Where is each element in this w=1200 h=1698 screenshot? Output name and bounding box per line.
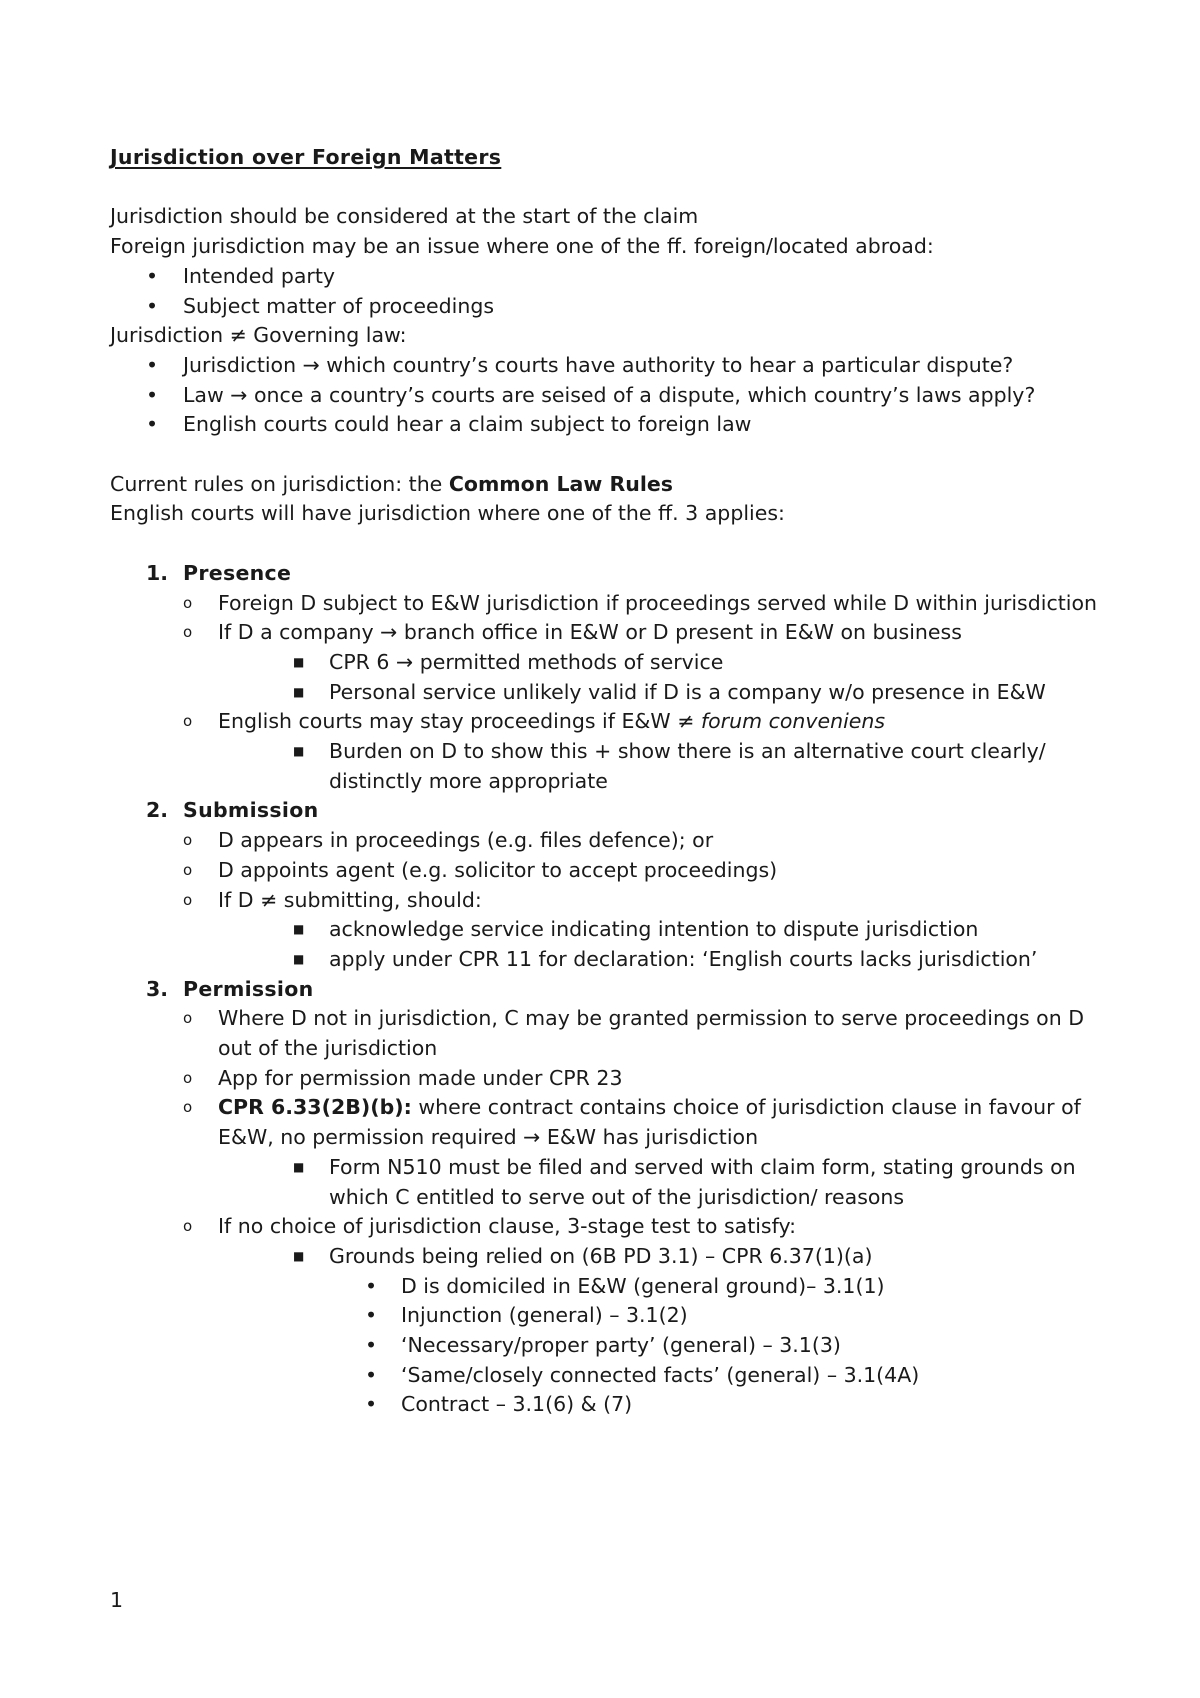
circle-bullet-icon: o — [183, 1009, 193, 1028]
circle-bullet-icon: o — [183, 712, 193, 731]
bullet-icon: • — [146, 293, 159, 318]
list-item: ■ Form N510 must be filed and served with claim form, stating grounds on which C entitled to serve out of the jurisdiction/ reasons — [293, 1154, 1076, 1209]
list-item: ■ acknowledge service indicating intention to dispute jurisdiction — [110, 915, 1110, 945]
bullet-icon: • — [365, 1273, 378, 1298]
list-item: o D appoints agent (e.g. solicitor to accept proceedings) — [110, 856, 1110, 886]
circle-bullet-icon: o — [183, 831, 193, 850]
list-item: ■ Burden on D to show this + show there is an alternative court clearly/ distinctly more appropriate — [293, 739, 1046, 793]
bullet-icon: • — [146, 382, 159, 407]
document-page — [110, 143, 1110, 1420]
list-item: • Jurisdiction → which country’s courts have authority to hear a particular dispute? — [110, 351, 1110, 381]
list-item: • Intended party — [110, 262, 1110, 292]
bullet-icon: • — [365, 1362, 378, 1387]
list-item: o D appears in proceedings (e.g. files defence); or — [110, 826, 1110, 856]
list-item: o If no choice of jurisdiction clause, 3-stage test to satisfy: — [110, 1212, 1110, 1242]
rules-line-1: Current rules on jurisdiction: the Common Law Rules — [110, 471, 673, 496]
list-item: • Subject matter of proceedings — [110, 292, 1110, 322]
square-bullet-icon: ■ — [293, 951, 305, 966]
list-item: ■ apply under CPR 11 for declaration: ‘English courts lacks jurisdiction’ — [110, 945, 1110, 975]
list-item: • ‘Same/closely connected facts’ (general) – 3.1(4A) — [110, 1361, 1110, 1391]
list-item: • Injunction (general) – 3.1(2) — [110, 1301, 1110, 1331]
circle-bullet-icon: o — [183, 860, 193, 879]
list-item: • Contract – 3.1(6) & (7) — [110, 1390, 1110, 1420]
section-heading: Submission — [183, 798, 319, 823]
bullet-icon: • — [146, 263, 159, 288]
section-heading: Presence — [183, 560, 292, 585]
list-item: ■ CPR 6 → permitted methods of service — [110, 648, 1110, 678]
intro-line-3: Jurisdiction ≠ Governing law: — [110, 323, 407, 348]
intro-line-1: Jurisdiction should be considered at the start of the claim — [110, 204, 699, 229]
list-item: o If D a company → branch office in E&W or D present in E&W on business — [110, 618, 1110, 648]
bullet-icon: • — [146, 352, 159, 377]
bullet-icon: • — [365, 1333, 378, 1358]
bullet-icon: • — [365, 1303, 378, 1328]
circle-bullet-icon: o — [183, 890, 193, 909]
square-bullet-icon: ■ — [293, 684, 305, 699]
list-item: ■ Personal service unlikely valid if D is a company w/o presence in E&W — [110, 678, 1110, 708]
square-bullet-icon: ■ — [293, 744, 305, 759]
square-bullet-icon: ■ — [293, 1159, 305, 1174]
section-permission: 3. Permission — [146, 976, 314, 1001]
circle-bullet-icon: o — [183, 1217, 193, 1236]
list-item: • English courts could hear a claim subject to foreign law — [110, 410, 1110, 440]
list-item: o Where D not in jurisdiction, C may be granted permission to serve proceedings on D out of the jurisdiction — [183, 1006, 1084, 1061]
list-item: o CPR 6.33(2B)(b): where contract contains choice of jurisdiction clause in favour of E&W, no permission required → E&W has jurisdiction — [183, 1095, 1081, 1150]
list-item: • ‘Necessary/proper party’ (general) – 3.1(3) — [110, 1331, 1110, 1361]
bullet-icon: • — [365, 1392, 378, 1417]
section-heading: Permission — [183, 976, 314, 1001]
intro-line-2: Foreign jurisdiction may be an issue where one of the ff. foreign/located abroad: — [110, 234, 934, 259]
list-item: • D is domiciled in E&W (general ground)– 3.1(1) — [110, 1272, 1110, 1302]
rules-line-2: English courts will have jurisdiction where one of the ff. 3 applies: — [110, 501, 785, 526]
list-item: o If D ≠ submitting, should: — [110, 886, 1110, 916]
list-item: • Law → once a country’s courts are seised of a dispute, which country’s laws apply? — [110, 381, 1110, 411]
section-presence: 1. Presence — [146, 560, 292, 585]
list-item: o English courts may stay proceedings if E&W ≠ forum conveniens — [110, 707, 1110, 737]
document-title: Jurisdiction over Foreign Matters — [110, 145, 502, 169]
list-item: o App for permission made under CPR 23 — [110, 1064, 1110, 1094]
circle-bullet-icon: o — [183, 623, 193, 642]
circle-bullet-icon: o — [183, 593, 193, 612]
list-item: o Foreign D subject to E&W jurisdiction if proceedings served while D within jurisdiction — [110, 589, 1110, 619]
list-item: ■ Grounds being relied on (6B PD 3.1) – CPR 6.37(1)(a) — [110, 1242, 1110, 1272]
section-submission: 2. Submission — [146, 798, 319, 823]
circle-bullet-icon: o — [183, 1068, 193, 1087]
circle-bullet-icon: o — [183, 1098, 193, 1117]
square-bullet-icon: ■ — [293, 654, 305, 669]
page-number: 1 — [110, 1588, 124, 1612]
square-bullet-icon: ■ — [293, 1248, 305, 1263]
square-bullet-icon: ■ — [293, 922, 305, 937]
bullet-icon: • — [146, 412, 159, 437]
